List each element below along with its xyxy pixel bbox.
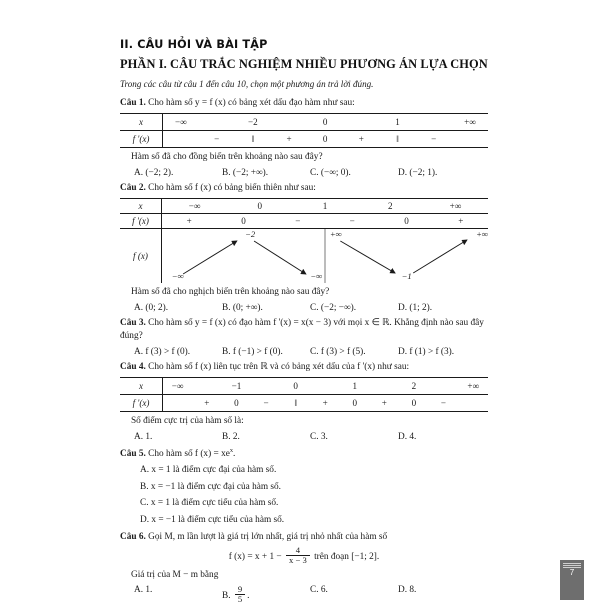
row-label-x: x <box>120 378 163 395</box>
question-4-label: Câu 4. <box>120 361 146 372</box>
graph-label-max: −2 <box>245 229 256 240</box>
table-row <box>120 395 488 412</box>
question-5-exponent: x <box>229 446 233 454</box>
cell-spacer <box>192 378 222 395</box>
table-row <box>120 114 488 131</box>
variation-graph <box>120 229 488 283</box>
cell-x-2: 1 <box>322 201 328 212</box>
question-5-text-pre: Cho hàm số f (x) = xe <box>148 448 230 459</box>
cell-x-5: +∞ <box>458 378 488 395</box>
cell-x-1: −2 <box>235 114 271 131</box>
question-6-text: Gọi M, m lần lượt là giá trị lớn nhất, giá trị nhỏ nhất của hàm số <box>148 531 388 542</box>
cell-spacer <box>429 378 459 395</box>
cell-spacer <box>343 114 379 131</box>
question-2-label: Câu 2. <box>120 182 146 193</box>
option-d[interactable]: D. x = −1 là điểm cực tiểu của hàm số. <box>140 515 285 526</box>
question-2-text: Cho hàm số f (x) có bảng biến thiên như sau: <box>148 182 316 193</box>
cell-x-0: −∞ <box>163 114 199 131</box>
cell-d-spacer <box>452 131 488 148</box>
question-4-options <box>134 432 488 442</box>
graph-label-jump: +∞ <box>329 229 342 240</box>
fraction-denominator: x − 3 <box>286 555 310 565</box>
option-b[interactable]: B. (0; +∞). <box>222 302 263 313</box>
row-label-derivative: f '(x) <box>120 214 162 228</box>
cell-d-spacer <box>163 131 199 148</box>
cell-spacer <box>310 378 340 395</box>
page-number: 7 <box>569 568 575 577</box>
cell-d-4: + <box>343 131 379 148</box>
fraction-numerator: 4 <box>295 545 301 556</box>
option-d[interactable]: D. (1; 2). <box>398 302 433 313</box>
cell-d-1: 0 <box>241 216 246 227</box>
option-b-label: B. <box>222 590 231 601</box>
cell-d-3: 0 <box>307 131 343 148</box>
cell-d-0: + <box>192 395 222 412</box>
option-d[interactable]: D. f (1) > f (3). <box>398 346 455 357</box>
variation-arrows-area <box>162 229 488 283</box>
question-3 <box>120 317 488 357</box>
graph-label-end: +∞ <box>476 229 488 240</box>
cell-spacer <box>370 378 400 395</box>
cell-spacer <box>251 378 281 395</box>
question-6-formula <box>120 546 488 566</box>
question-1-text: Cho hàm số y = f (x) có bảng xét dấu đạo hàm như sau: <box>148 98 355 108</box>
question-5-stem <box>120 446 488 462</box>
cell-x-4: 2 <box>399 378 429 395</box>
cell-d-5: 0 <box>340 395 370 412</box>
cell-d-0: − <box>199 131 235 148</box>
cell-d-2: − <box>251 395 281 412</box>
question-2-prompt: Hàm số đã cho nghịch biến trên khoảng nào sau đây? <box>131 287 330 298</box>
cell-x-3: 1 <box>379 114 415 131</box>
cell-d-7: 0 <box>399 395 429 412</box>
question-6 <box>120 531 488 605</box>
option-c[interactable]: C. x = 1 là điểm cực tiểu của hàm số. <box>140 498 279 509</box>
option-b-fraction <box>235 585 245 605</box>
cell-x-1: −1 <box>222 378 252 395</box>
cell-d-4: + <box>310 395 340 412</box>
question-5-label: Câu 5. <box>120 448 146 459</box>
cell-x-1: 0 <box>257 201 263 212</box>
question-1-sign-table <box>120 113 488 148</box>
cell-d-8: − <box>429 395 459 412</box>
question-2-variation-table <box>120 198 488 283</box>
variation-arrows-svg <box>162 229 488 283</box>
question-6-prompt: Giá trị của M − m bằng <box>131 569 219 580</box>
cell-d-6: − <box>416 131 452 148</box>
instruction-text: Trong các câu từ câu 1 đến câu 10, chọn một phương án trả lời đúng. <box>120 79 374 89</box>
question-2-stem <box>120 182 488 195</box>
option-c[interactable]: C. f (3) > f (5). <box>310 346 366 357</box>
question-1-prompt: Hàm số đã cho đồng biến trên khoảng nào sau đây? <box>131 152 323 163</box>
question-4-sign-table <box>120 377 488 412</box>
cell-x-0: −∞ <box>188 201 201 212</box>
section-heading: II. CÂU HỎI VÀ BÀI TẬP <box>120 38 268 51</box>
badge-bars-icon <box>563 563 581 567</box>
cell-d-0: + <box>186 216 192 227</box>
question-4-prompt: Số điểm cực trị của hàm số là: <box>131 416 244 427</box>
formula-fraction <box>286 546 310 566</box>
cell-d-6: + <box>370 395 400 412</box>
question-5-text-post: . <box>233 448 236 459</box>
question-5 <box>120 446 488 526</box>
option-a[interactable]: A. x = 1 là điểm cực đại của hàm số. <box>140 465 277 476</box>
question-3-options <box>134 347 488 357</box>
question-5-options <box>140 464 488 526</box>
cell-x-4: +∞ <box>452 114 488 131</box>
option-d[interactable]: D. 4. <box>398 431 417 442</box>
cell-spacer <box>416 114 452 131</box>
option-c[interactable]: C. 3. <box>310 431 328 442</box>
cell-spacer <box>271 114 307 131</box>
cell-d-1: 0 <box>222 395 252 412</box>
cell-x-2: 0 <box>281 378 311 395</box>
cell-d-1: ‖ <box>235 131 271 148</box>
option-b[interactable]: B. f (−1) > f (0). <box>222 346 283 357</box>
table-row <box>120 378 488 395</box>
variation-x-cells <box>162 199 488 213</box>
option-b[interactable]: B. 2. <box>222 431 240 442</box>
variation-d-cells <box>162 214 488 228</box>
part-heading: PHẦN I. CÂU TRẮC NGHIỆM NHIỀU PHƯƠNG ÁN LỰA CHỌN <box>120 57 488 71</box>
fraction-denominator: 5 <box>235 594 245 604</box>
formula-right: trên đoạn [−1; 2]. <box>314 551 380 562</box>
cell-d-5: + <box>458 216 464 227</box>
fraction-numerator: 9 <box>237 584 243 595</box>
option-b[interactable]: B. (−2; +∞). <box>222 167 269 178</box>
option-a[interactable]: A. f (3) > f (0). <box>134 346 191 357</box>
option-a[interactable]: A. 1. <box>134 585 153 596</box>
graph-label-drop: −∞ <box>310 271 323 282</box>
option-c[interactable]: C. 6. <box>310 585 328 596</box>
option-d[interactable]: D. (−2; 1). <box>398 167 438 178</box>
option-b[interactable]: B. $\frac{9}{5}$ . <box>222 584 250 605</box>
option-a[interactable]: A. 1. <box>134 431 153 442</box>
cell-d-3: ‖ <box>281 395 311 412</box>
question-6-options <box>134 585 488 605</box>
cell-d-2: + <box>271 131 307 148</box>
cell-d-2: − <box>295 216 301 227</box>
question-4 <box>120 361 488 442</box>
option-b[interactable]: B. x = −1 là điểm cực đại của hàm số. <box>140 481 281 492</box>
cell-d-3: − <box>349 216 355 227</box>
option-c[interactable]: C. (−2; −∞). <box>310 302 357 313</box>
question-6-label: Câu 6. <box>120 531 146 542</box>
cell-x-3: 2 <box>387 201 393 212</box>
question-4-text: Cho hàm số f (x) liên tục trên ℝ và có bảng xét dấu của f '(x) như sau: <box>148 361 410 372</box>
cell-d-spacer <box>163 395 193 412</box>
cell-spacer <box>199 114 235 131</box>
question-1-stem <box>120 97 488 110</box>
question-6-stem <box>120 531 488 544</box>
question-2-options <box>134 303 488 313</box>
cell-x-3: 1 <box>340 378 370 395</box>
question-3-stem <box>120 317 488 344</box>
row-label-function: f (x) <box>120 229 162 283</box>
cell-d-4: 0 <box>404 216 409 227</box>
formula-left: f (x) = x + 1 − <box>228 551 282 562</box>
graph-label-start: −∞ <box>171 271 184 282</box>
row-label-x: x <box>120 199 162 213</box>
cell-x-4: +∞ <box>449 201 462 212</box>
option-c[interactable]: C. (−∞; 0). <box>310 167 351 178</box>
option-d[interactable]: D. 8. <box>398 585 417 596</box>
option-a[interactable]: A. (0; 2). <box>134 302 169 313</box>
row-label-derivative: f '(x) <box>120 131 163 148</box>
row-label-derivative: f '(x) <box>120 395 163 412</box>
cell-d-5: ‖ <box>379 131 415 148</box>
cell-x-0: −∞ <box>163 378 193 395</box>
row-label-x: x <box>120 114 163 131</box>
question-2 <box>120 182 488 313</box>
question-1-label: Câu 1. <box>120 98 146 108</box>
variation-row-x <box>120 198 488 214</box>
question-3-text: Cho hàm số y = f (x) có đạo hàm f '(x) = x(x − 3) với mọi x ∈ ℝ. Khẳng định nào sau đây đúng? <box>120 317 484 342</box>
question-3-label: Câu 3. <box>120 317 146 328</box>
question-4-stem <box>120 361 488 374</box>
page-number-badge <box>560 560 584 600</box>
variation-row-derivative <box>120 214 488 229</box>
table-row <box>120 131 488 148</box>
question-1-options <box>134 168 488 178</box>
cell-d-spacer <box>458 395 488 412</box>
cell-x-2: 0 <box>307 114 343 131</box>
graph-label-min: −1 <box>401 271 412 282</box>
question-1 <box>120 97 488 178</box>
option-a[interactable]: A. (−2; 2). <box>134 167 174 178</box>
